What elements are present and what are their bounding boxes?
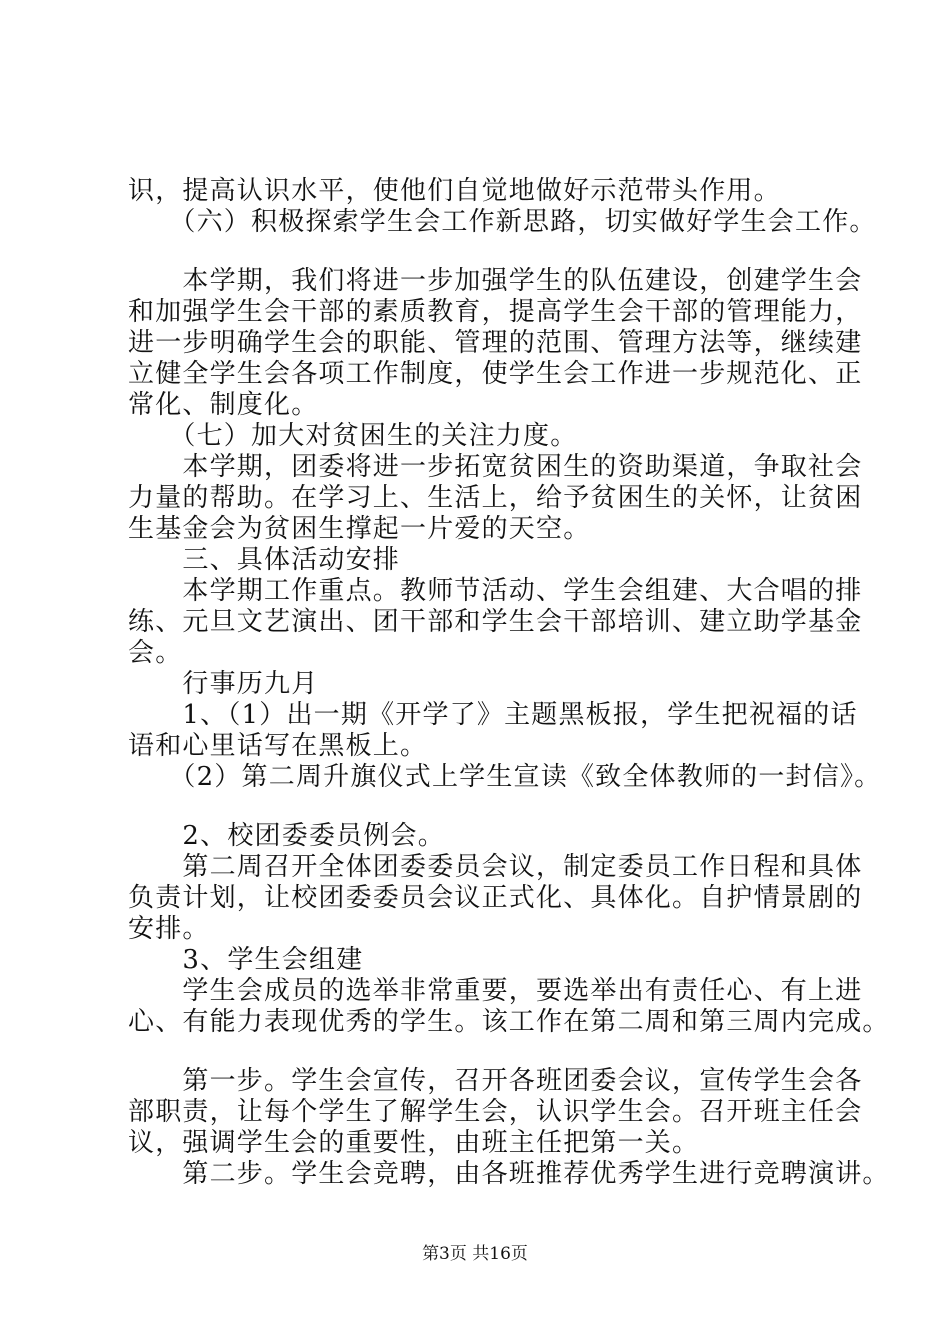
body-line: 识，提高认识水平，使他们自觉地做好示范带头作用。 [128, 176, 781, 206]
body-line: 生基金会为贫困生撑起一片爱的天空。 [128, 514, 591, 544]
body-line: 学生会成员的选举非常重要，要选举出有责任心、有上进 [128, 976, 863, 1006]
body-line: 本学期工作重点。教师节活动、学生会组建、大合唱的排 [128, 576, 863, 606]
section-heading: 三、具体活动安排 [128, 545, 401, 575]
body-line: 安排。 [128, 914, 210, 944]
body-line: 本学期，团委将进一步拓宽贫困生的资助渠道，争取社会 [128, 452, 863, 482]
body-line: 第二步。学生会竞聘，由各班推荐优秀学生进行竞聘演讲。 [128, 1159, 890, 1189]
body-line: 常化、制度化。 [128, 390, 319, 420]
section-heading: 2、校团委委员例会。 [128, 821, 445, 851]
page-number-footer: 第3页 共16页 [422, 1244, 528, 1264]
body-line: 议，强调学生会的重要性，由班主任把第一关。 [128, 1128, 700, 1158]
section-heading: 3、学生会组建 [128, 945, 364, 975]
body-line: 力量的帮助。在学习上、生活上，给予贫困生的关怀，让贫困 [128, 483, 863, 513]
body-line: 进一步明确学生会的职能、管理的范围、管理方法等，继续建 [128, 328, 863, 358]
body-line: 第一步。学生会宣传，召开各班团委会议，宣传学生会各 [128, 1066, 863, 1096]
body-line: 心、有能力表现优秀的学生。该工作在第二周和第三周内完成。 [128, 1007, 890, 1037]
section-heading: 行事历九月 [128, 669, 319, 699]
body-line: （2）第二周升旗仪式上学生宣读《致全体教师的一封信》。 [128, 762, 882, 792]
body-line: 1、（1）出一期《开学了》主题黑板报，学生把祝福的话 [128, 700, 858, 730]
body-line: 负责计划，让校团委委员会议正式化、具体化。自护情景剧的 [128, 883, 863, 913]
body-line: 和加强学生会干部的素质教育，提高学生会干部的管理能力， [128, 297, 863, 327]
body-line: 语和心里话写在黑板上。 [128, 731, 428, 761]
body-line: 会。 [128, 638, 183, 668]
body-line: 立健全学生会各项工作制度，使学生会工作进一步规范化、正 [128, 359, 863, 389]
body-line: 部职责，让每个学生了解学生会，认识学生会。召开班主任会 [128, 1097, 863, 1127]
section-heading: （七）加大对贫困生的关注力度。 [128, 421, 578, 451]
body-line: 练、元旦文艺演出、团干部和学生会干部培训、建立助学基金 [128, 607, 863, 637]
body-line: 第二周召开全体团委委员会议，制定委员工作日程和具体 [128, 852, 863, 882]
section-heading: （六）积极探索学生会工作新思路，切实做好学生会工作。 [128, 207, 877, 237]
body-line: 本学期，我们将进一步加强学生的队伍建设，创建学生会 [128, 266, 863, 296]
